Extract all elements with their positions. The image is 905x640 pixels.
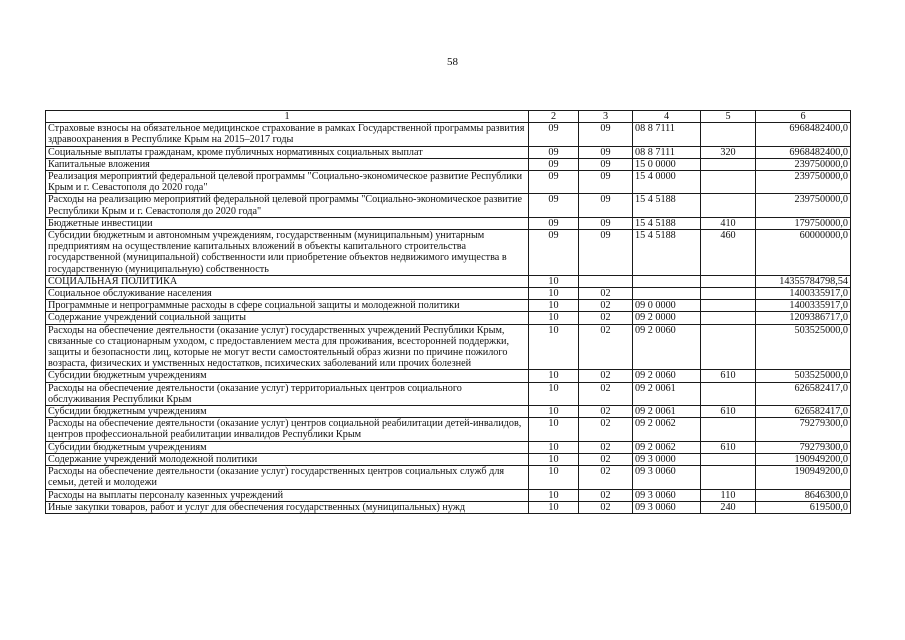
expense-type-code-cell — [701, 275, 756, 287]
row-name-cell: Иные закупки товаров, работ и услуг для обеспечения государственных (муниципальных) нужд — [46, 501, 529, 513]
subsection-code-cell: 02 — [579, 418, 633, 441]
section-code-cell: 10 — [529, 501, 579, 513]
target-code-cell: 09 0 0000 — [633, 300, 701, 312]
table-row — [46, 230, 851, 276]
row-name-cell: Субсидии бюджетным учреждениям — [46, 441, 529, 453]
target-code-cell: 15 4 0000 — [633, 171, 701, 194]
amount-cell: 503525000,0 — [756, 324, 851, 370]
row-name-cell: Расходы на обеспечение деятельности (оказание услуг) территориальных центров социального обслуживания Республики Крым — [46, 382, 529, 405]
amount-cell: 1400335917,0 — [756, 300, 851, 312]
section-code-cell: 10 — [529, 324, 579, 370]
target-code-cell: 09 2 0060 — [633, 370, 701, 382]
section-code-cell: 10 — [529, 275, 579, 287]
row-name-cell: Расходы на обеспечение деятельности (оказание услуг) центров социальной реабилитации детей-инвалидов, центров профессиональной реабилитации инвалидов Республики Крым — [46, 418, 529, 441]
row-name-cell: Расходы на выплаты персоналу казенных учреждений — [46, 489, 529, 501]
row-name-cell: СОЦИАЛЬНАЯ ПОЛИТИКА — [46, 275, 529, 287]
section-code-cell: 09 — [529, 217, 579, 229]
table-row — [46, 453, 851, 465]
amount-cell: 619500,0 — [756, 501, 851, 513]
subsection-code-cell — [579, 275, 633, 287]
subsection-code-cell: 09 — [579, 194, 633, 217]
expense-type-code-cell — [701, 171, 756, 194]
section-code-cell: 10 — [529, 312, 579, 324]
expense-type-code-cell — [701, 194, 756, 217]
subsection-code-cell: 02 — [579, 466, 633, 489]
target-code-cell: 09 3 0060 — [633, 489, 701, 501]
target-code-cell: 09 3 0060 — [633, 466, 701, 489]
amount-cell: 190949200,0 — [756, 466, 851, 489]
amount-cell: 14355784798,54 — [756, 275, 851, 287]
header-row — [46, 111, 851, 123]
row-name-cell: Социальные выплаты гражданам, кроме публичных нормативных социальных выплат — [46, 146, 529, 158]
table-row — [46, 123, 851, 146]
subsection-code-cell: 02 — [579, 324, 633, 370]
target-code-cell: 15 0 0000 — [633, 158, 701, 170]
table-row — [46, 489, 851, 501]
row-name-cell: Содержание учреждений молодежной политики — [46, 453, 529, 465]
expense-type-code-cell: 320 — [701, 146, 756, 158]
target-code-cell: 09 3 0060 — [633, 501, 701, 513]
amount-cell: 60000000,0 — [756, 230, 851, 276]
row-name-cell: Бюджетные инвестиции — [46, 217, 529, 229]
section-code-cell: 10 — [529, 418, 579, 441]
expense-type-code-cell: 240 — [701, 501, 756, 513]
amount-cell: 179750000,0 — [756, 217, 851, 229]
expense-type-code-cell — [701, 418, 756, 441]
expense-type-code-cell — [701, 288, 756, 300]
col-header-6: 6 — [756, 111, 851, 123]
amount-cell: 8646300,0 — [756, 489, 851, 501]
expense-type-code-cell: 410 — [701, 217, 756, 229]
subsection-code-cell: 02 — [579, 453, 633, 465]
amount-cell: 6968482400,0 — [756, 123, 851, 146]
budget-table — [45, 110, 851, 514]
target-code-cell: 09 2 0000 — [633, 312, 701, 324]
section-code-cell: 10 — [529, 406, 579, 418]
amount-cell: 626582417,0 — [756, 382, 851, 405]
expense-type-code-cell — [701, 123, 756, 146]
table-row — [46, 406, 851, 418]
table-row — [46, 171, 851, 194]
target-code-cell: 09 2 0060 — [633, 324, 701, 370]
target-code-cell: 09 2 0061 — [633, 406, 701, 418]
amount-cell: 239750000,0 — [756, 158, 851, 170]
table-row — [46, 418, 851, 441]
section-code-cell: 09 — [529, 230, 579, 276]
table-row — [46, 466, 851, 489]
target-code-cell: 15 4 5188 — [633, 230, 701, 276]
expense-type-code-cell — [701, 300, 756, 312]
table-row — [46, 300, 851, 312]
expense-type-code-cell — [701, 158, 756, 170]
row-name-cell: Субсидии бюджетным учреждениям — [46, 370, 529, 382]
amount-cell: 1209386717,0 — [756, 312, 851, 324]
amount-cell: 239750000,0 — [756, 194, 851, 217]
section-code-cell: 10 — [529, 382, 579, 405]
amount-cell: 626582417,0 — [756, 406, 851, 418]
section-code-cell: 09 — [529, 171, 579, 194]
table-body — [46, 123, 851, 514]
table-row — [46, 275, 851, 287]
section-code-cell: 10 — [529, 370, 579, 382]
section-code-cell: 10 — [529, 441, 579, 453]
table-row — [46, 146, 851, 158]
table-row — [46, 312, 851, 324]
target-code-cell: 08 8 7111 — [633, 146, 701, 158]
expense-type-code-cell: 610 — [701, 441, 756, 453]
amount-cell: 239750000,0 — [756, 171, 851, 194]
section-code-cell: 10 — [529, 466, 579, 489]
row-name-cell: Капитальные вложения — [46, 158, 529, 170]
target-code-cell — [633, 288, 701, 300]
row-name-cell: Расходы на обеспечение деятельности (оказание услуг) государственных центров социальных служб для семьи, детей и молодежи — [46, 466, 529, 489]
row-name-cell: Субсидии бюджетным и автономным учреждениям, государственным (муниципальным) унитарным предприятиям на осуществление капитальных вложений в объекты капитального строительства государственной (муниципальной) собственности или приобретение объектов недвижимого имущества в государственную (муниципальную) собственность — [46, 230, 529, 276]
expense-type-code-cell — [701, 382, 756, 405]
section-code-cell: 09 — [529, 194, 579, 217]
subsection-code-cell: 09 — [579, 146, 633, 158]
subsection-code-cell: 02 — [579, 406, 633, 418]
table-row — [46, 217, 851, 229]
row-name-cell: Расходы на реализацию мероприятий федеральной целевой программы "Социально-экономическое развитие Республики Крым и г. Севастополя до 2020 года" — [46, 194, 529, 217]
subsection-code-cell: 09 — [579, 123, 633, 146]
target-code-cell: 08 8 7111 — [633, 123, 701, 146]
row-name-cell: Страховые взносы на обязательное медицинское страхование в рамках Государственной программы развития здравоохранения в Республике Крым на 2015–2017 годы — [46, 123, 529, 146]
subsection-code-cell: 02 — [579, 288, 633, 300]
subsection-code-cell: 09 — [579, 158, 633, 170]
row-name-cell: Программные и непрограммные расходы в сфере социальной защиты и молодежной политики — [46, 300, 529, 312]
expense-type-code-cell — [701, 324, 756, 370]
table-row — [46, 194, 851, 217]
row-name-cell: Реализация мероприятий федеральной целевой программы "Социально-экономическое развитие Республики Крым и г. Севастополя до 2020 года" — [46, 171, 529, 194]
section-code-cell: 10 — [529, 489, 579, 501]
table-row — [46, 441, 851, 453]
expense-type-code-cell: 610 — [701, 406, 756, 418]
target-code-cell: 09 3 0000 — [633, 453, 701, 465]
col-header-1: 1 — [46, 111, 529, 123]
amount-cell: 1400335917,0 — [756, 288, 851, 300]
target-code-cell: 15 4 5188 — [633, 194, 701, 217]
table-row — [46, 501, 851, 513]
target-code-cell — [633, 275, 701, 287]
amount-cell: 190949200,0 — [756, 453, 851, 465]
section-code-cell: 09 — [529, 123, 579, 146]
amount-cell: 79279300,0 — [756, 418, 851, 441]
expense-type-code-cell: 460 — [701, 230, 756, 276]
subsection-code-cell: 02 — [579, 300, 633, 312]
target-code-cell: 09 2 0061 — [633, 382, 701, 405]
expense-type-code-cell — [701, 312, 756, 324]
subsection-code-cell: 09 — [579, 171, 633, 194]
subsection-code-cell: 02 — [579, 382, 633, 405]
subsection-code-cell: 02 — [579, 441, 633, 453]
row-name-cell: Содержание учреждений социальной защиты — [46, 312, 529, 324]
subsection-code-cell: 02 — [579, 489, 633, 501]
table-row — [46, 158, 851, 170]
subsection-code-cell: 09 — [579, 217, 633, 229]
expense-type-code-cell — [701, 466, 756, 489]
subsection-code-cell: 09 — [579, 230, 633, 276]
expense-type-code-cell: 610 — [701, 370, 756, 382]
table-row — [46, 288, 851, 300]
section-code-cell: 10 — [529, 453, 579, 465]
col-header-4: 4 — [633, 111, 701, 123]
table-row — [46, 382, 851, 405]
subsection-code-cell: 02 — [579, 501, 633, 513]
amount-cell: 503525000,0 — [756, 370, 851, 382]
row-name-cell: Расходы на обеспечение деятельности (оказание услуг) государственных учреждений Республики Крым, связанные со стационарным уходом, с предоставлением места для проживания, всесторонней поддержки, защиты и безопасности лиц, которые не могут вести самостоятельный образ жизни по причине пожилого возраста, физических и умственных недостатков, психических заболеваний или прочих болезней — [46, 324, 529, 370]
subsection-code-cell: 02 — [579, 312, 633, 324]
row-name-cell: Социальное обслуживание населения — [46, 288, 529, 300]
col-header-3: 3 — [579, 111, 633, 123]
section-code-cell: 10 — [529, 300, 579, 312]
row-name-cell: Субсидии бюджетным учреждениям — [46, 406, 529, 418]
table-row — [46, 370, 851, 382]
section-code-cell: 09 — [529, 146, 579, 158]
expense-type-code-cell — [701, 453, 756, 465]
col-header-2: 2 — [529, 111, 579, 123]
target-code-cell: 09 2 0062 — [633, 418, 701, 441]
target-code-cell: 09 2 0062 — [633, 441, 701, 453]
amount-cell: 79279300,0 — [756, 441, 851, 453]
target-code-cell: 15 4 5188 — [633, 217, 701, 229]
expense-type-code-cell: 110 — [701, 489, 756, 501]
amount-cell: 6968482400,0 — [756, 146, 851, 158]
section-code-cell: 10 — [529, 288, 579, 300]
table-row — [46, 324, 851, 370]
col-header-5: 5 — [701, 111, 756, 123]
section-code-cell: 09 — [529, 158, 579, 170]
page-number: 58 — [447, 56, 458, 68]
subsection-code-cell: 02 — [579, 370, 633, 382]
